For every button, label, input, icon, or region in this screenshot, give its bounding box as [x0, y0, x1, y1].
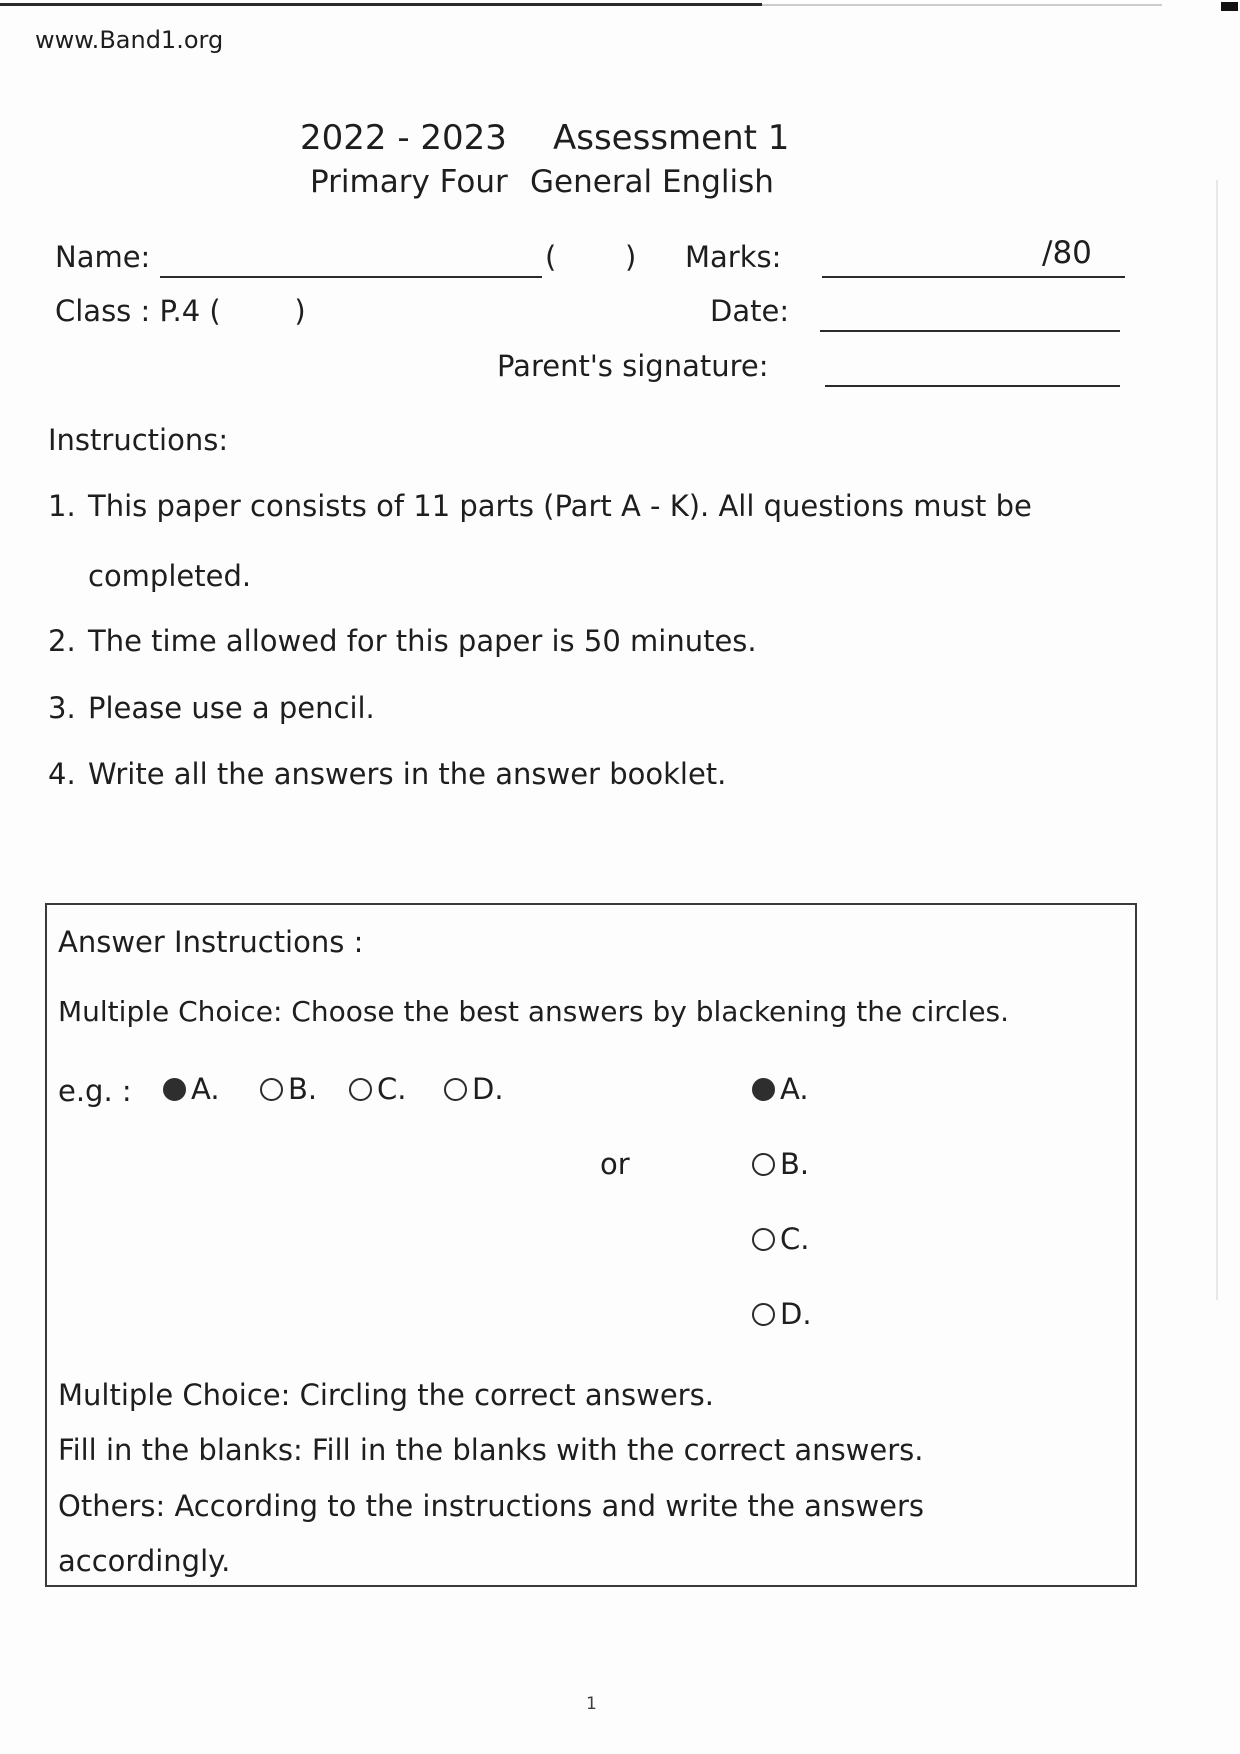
instructions-heading: Instructions: [48, 423, 229, 457]
instruction-3-text: Please use a pencil. [88, 691, 375, 725]
answer-box-others-cont: accordingly. [58, 1544, 231, 1578]
date-blank-line [820, 330, 1120, 332]
option-letter: A. [191, 1072, 220, 1106]
instruction-1-text: This paper consists of 11 parts (Part A - K). All questions must be [88, 489, 1032, 523]
example-option-d [444, 1072, 504, 1106]
answer-box-blacken-line: Multiple Choice: Choose the best answers by blackening the circles. [58, 995, 1010, 1028]
instruction-1-text-cont: completed. [88, 559, 252, 593]
example-option-c [349, 1072, 406, 1106]
option-circle-icon [752, 1228, 775, 1251]
example-label: e.g. : [58, 1074, 132, 1108]
option-circle-filled-icon [163, 1078, 186, 1101]
date-label: Date: [710, 294, 790, 328]
instruction-1-num: 1. [48, 489, 76, 523]
answer-box-others-line: Others: According to the instructions and write the answers [58, 1489, 925, 1523]
option-letter: D. [780, 1297, 812, 1331]
example-option-a [163, 1072, 220, 1106]
name-paren-open: ( [545, 240, 557, 274]
option-letter: D. [472, 1072, 504, 1106]
instruction-3-num: 3. [48, 691, 76, 725]
instruction-2-text: The time allowed for this paper is 50 minutes. [88, 624, 757, 658]
title-school-year: 2022 - 2023 [300, 118, 507, 158]
option-letter: C. [780, 1222, 810, 1256]
column-option-c [752, 1222, 809, 1256]
class-label: Class : P.4 ( ) [55, 294, 306, 328]
or-label: or [600, 1147, 630, 1181]
name-label: Name: [55, 240, 151, 274]
instruction-4-num: 4. [48, 757, 76, 791]
watermark-url: www.Band1.org [35, 26, 224, 54]
option-circle-icon [444, 1078, 467, 1101]
corner-scan-mark [1221, 2, 1238, 11]
title-level: Primary Four [310, 164, 508, 200]
title-assessment: Assessment 1 [553, 118, 790, 158]
marks-label: Marks: [685, 240, 782, 274]
answer-box-heading: Answer Instructions : [58, 925, 364, 959]
marks-blank-line [822, 276, 1125, 278]
signature-label: Parent's signature: [497, 349, 769, 383]
option-letter: A. [780, 1072, 809, 1106]
instruction-2-num: 2. [48, 624, 76, 658]
option-letter: B. [780, 1147, 810, 1181]
option-circle-filled-icon [752, 1078, 775, 1101]
option-circle-icon [752, 1153, 775, 1176]
option-letter: B. [288, 1072, 318, 1106]
option-circle-icon [752, 1303, 775, 1326]
top-scan-line-faint [762, 4, 1162, 6]
top-scan-line [0, 3, 762, 6]
page-number: 1 [586, 1694, 597, 1714]
option-circle-icon [349, 1078, 372, 1101]
name-paren-close: ) [625, 240, 637, 274]
example-option-b [260, 1072, 317, 1106]
option-circle-icon [260, 1078, 283, 1101]
column-option-d [752, 1297, 812, 1331]
page-edge-shadow [1216, 180, 1218, 1300]
marks-denominator: /80 [1042, 235, 1092, 271]
answer-box-circle-line: Multiple Choice: Circling the correct answers. [58, 1378, 714, 1412]
title-subject: General English [530, 164, 774, 200]
name-blank-line [160, 276, 542, 278]
answer-box-fill-line: Fill in the blanks: Fill in the blanks with the correct answers. [58, 1433, 924, 1467]
signature-blank-line [825, 385, 1120, 387]
column-option-a [752, 1072, 809, 1106]
instruction-4-text: Write all the answers in the answer booklet. [88, 757, 727, 791]
option-letter: C. [377, 1072, 407, 1106]
column-option-b [752, 1147, 809, 1181]
